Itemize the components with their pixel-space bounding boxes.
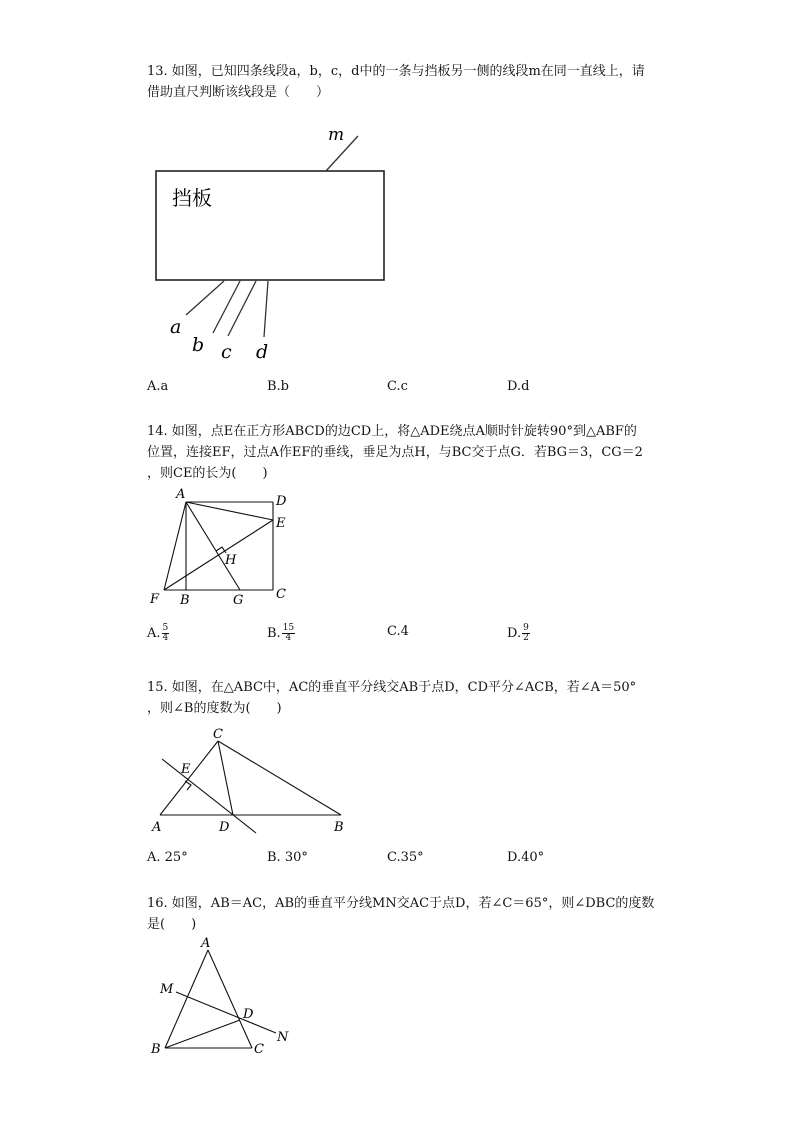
option-14-d-prefix: D. <box>507 626 522 641</box>
label-15-D: D <box>219 820 230 835</box>
option-13-d[interactable]: D.d <box>507 379 530 394</box>
board-label: 挡板 <box>172 186 212 210</box>
label-14-C: C <box>276 587 286 602</box>
question-15-line-2: ，则∠B的度数为( ) <box>147 701 282 716</box>
label-15-B: B <box>334 820 344 835</box>
option-15-b[interactable]: B. 30° <box>267 850 308 865</box>
option-13-a[interactable]: A.a <box>147 379 169 394</box>
side-AB <box>165 950 208 1048</box>
label-14-F: F <box>150 592 160 607</box>
option-15-a[interactable]: A. 25° <box>147 850 188 865</box>
side-AC <box>208 950 252 1048</box>
option-14-c[interactable]: C.4 <box>387 624 409 639</box>
line-MN <box>176 992 276 1033</box>
option-14-b-denominator: 4 <box>285 633 292 643</box>
option-14-a-prefix: A. <box>147 626 161 641</box>
label-14-E: E <box>276 516 286 531</box>
label-d: d <box>256 341 269 363</box>
question-16-line-2: 是( ) <box>147 917 197 932</box>
label-14-A: A <box>176 487 186 502</box>
label-b: b <box>192 334 205 356</box>
option-13-b[interactable]: B.b <box>267 379 290 394</box>
option-14-a-numerator: 5 <box>162 623 169 633</box>
label-16-C: C <box>254 1042 264 1057</box>
option-15-d[interactable]: D.40° <box>507 850 545 865</box>
option-13-c[interactable]: C.c <box>387 379 408 394</box>
label-16-B: B <box>151 1042 161 1057</box>
label-16-M: M <box>160 982 174 997</box>
option-14-a-denominator: 4 <box>162 633 169 643</box>
segment-BD <box>165 1020 240 1048</box>
option-14-d-numerator: 9 <box>523 623 529 633</box>
label-a: a <box>170 316 182 338</box>
label-14-D: D <box>276 494 287 509</box>
question-13-line-1: 13. 如图，已知四条线段a，b，c，d中的一条与挡板另一侧的线段m在同一直线上，请 <box>147 64 645 79</box>
question-15-line-1: 15. 如图，在△ABC中，AC的垂直平分线交AB于点D，CD平分∠ACB，若∠A＝50° <box>147 680 637 695</box>
option-15-c[interactable]: C.35° <box>387 850 424 865</box>
label-16-A: A <box>201 936 211 951</box>
question-14-line-3: ，则CE的长为( ) <box>147 466 268 481</box>
question-14-line-2: 位置，连接EF，过点A作EF的垂线，垂足为点H，与BC交于点G．若BG＝3，CG＝2 <box>147 445 643 460</box>
option-14-d-denominator: 2 <box>523 633 529 643</box>
label-15-A: A <box>152 820 162 835</box>
label-c: c <box>221 341 232 363</box>
question-14-line-1: 14. 如图，点E在正方形ABCD的边CD上，将△ADE绕点A顺时针旋转90°到△ABF的 <box>147 424 637 439</box>
label-14-B: B <box>180 593 190 608</box>
label-16-N: N <box>277 1030 289 1045</box>
label-14-G: G <box>233 593 244 608</box>
label-14-H: H <box>225 553 237 568</box>
question-16-line-1: 16. 如图，AB＝AC，AB的垂直平分线MN交AC于点D，若∠C＝65°，则∠DBC的度数 <box>147 896 655 911</box>
label-16-D: D <box>243 1007 254 1022</box>
label-15-C: C <box>213 727 223 742</box>
option-14-b-numerator: 15 <box>282 623 295 633</box>
label-15-E: E <box>181 762 191 777</box>
option-14-b-prefix: B. <box>267 626 281 641</box>
label-m: m <box>328 125 345 145</box>
question-13-line-2: 借助直尺判断该线段是（ ） <box>147 85 330 100</box>
